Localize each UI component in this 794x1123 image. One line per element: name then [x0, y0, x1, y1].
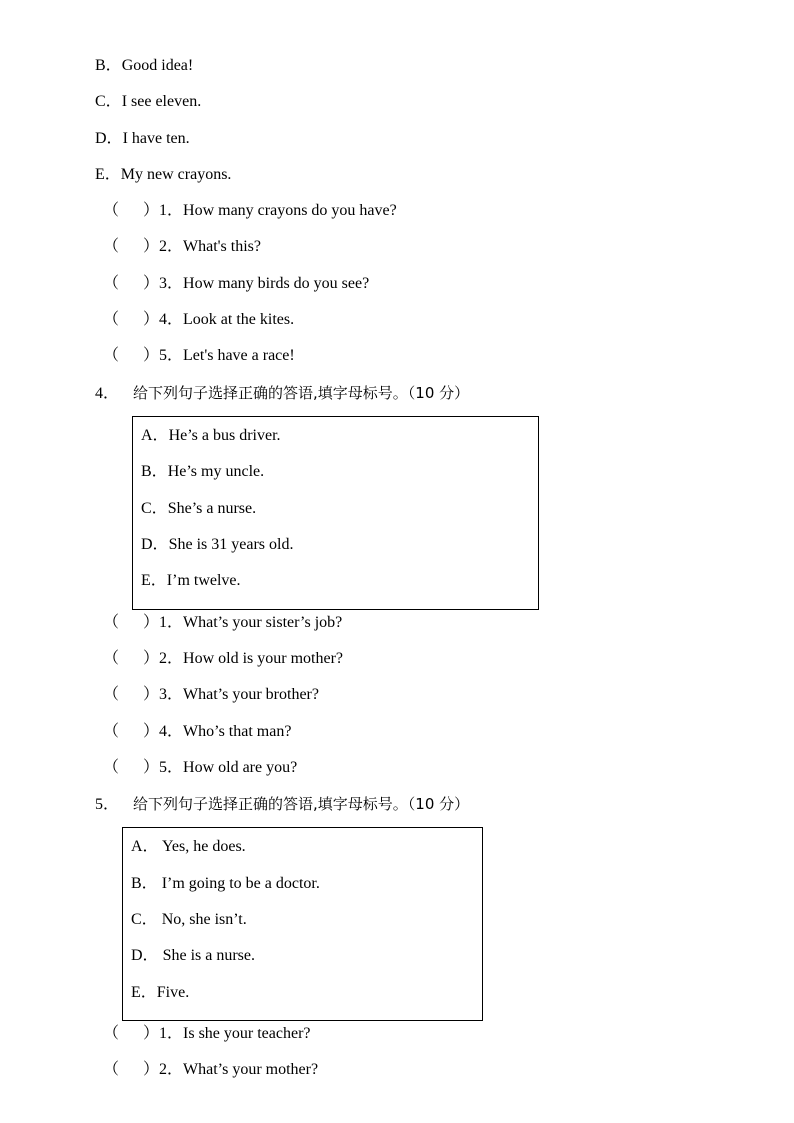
option-d — [141, 535, 293, 555]
question-number: 5． — [159, 759, 184, 776]
answer-blank-open[interactable]: （ — [103, 238, 120, 255]
answer-blank-open[interactable]: （ — [103, 614, 120, 631]
answer-blank-open[interactable]: （ — [103, 650, 120, 667]
option-letter: B． — [131, 875, 158, 892]
option-text: He’s my uncle. — [167, 463, 265, 480]
question-text: Who’s that man? — [183, 723, 292, 740]
question-row — [103, 346, 295, 366]
option-b — [141, 462, 264, 482]
option-letter: E． — [95, 166, 121, 183]
option-text: She is a nurse. — [158, 947, 255, 964]
option-letter: C． — [95, 93, 122, 110]
question-text: What's this? — [183, 238, 261, 255]
answer-blank-close: ） — [143, 723, 160, 740]
option-letter: D． — [131, 947, 159, 964]
answer-blank-close: ） — [143, 347, 160, 364]
answer-blank-close: ） — [143, 1025, 160, 1042]
option-c — [141, 499, 256, 519]
answer-blank-close: ） — [143, 759, 160, 776]
option-letter: E． — [141, 572, 167, 589]
answer-blank-open[interactable]: （ — [103, 275, 120, 292]
answer-blank-open[interactable]: （ — [103, 723, 120, 740]
answer-blank-open[interactable]: （ — [103, 1061, 120, 1078]
answer-blank-open[interactable]: （ — [103, 347, 120, 364]
option-a — [141, 426, 281, 446]
option-letter: B． — [141, 463, 168, 480]
option-d — [95, 129, 190, 149]
section-instruction: 给下列句子选择正确的答语,填字母标号。（10 分） — [133, 384, 470, 402]
question-number: 3． — [159, 275, 184, 292]
question-text: What’s your brother? — [183, 686, 319, 703]
answer-blank-close: ） — [143, 311, 160, 328]
option-b — [95, 56, 193, 76]
question-number: 1． — [159, 614, 184, 631]
section-number: 4． — [95, 385, 120, 402]
question-row — [103, 237, 261, 257]
question-text: What’s your sister’s job? — [183, 614, 343, 631]
option-letter: C． — [141, 500, 168, 517]
section-number: 5． — [95, 796, 120, 813]
answer-blank-close: ） — [143, 275, 160, 292]
question-number: 5． — [159, 347, 184, 364]
question-row — [103, 613, 342, 633]
option-letter: B． — [95, 57, 122, 74]
question-text: How many birds do you see? — [183, 275, 370, 292]
option-d — [131, 946, 255, 966]
answer-blank-close: ） — [143, 686, 160, 703]
option-c — [95, 92, 201, 112]
question-number: 1． — [159, 202, 184, 219]
question-row — [103, 649, 343, 669]
option-text: My new crayons. — [120, 166, 232, 183]
question-text: How old is your mother? — [183, 650, 343, 667]
option-text: Five. — [156, 984, 190, 1001]
option-text: I’m twelve. — [166, 572, 241, 589]
answer-options-box — [132, 416, 539, 610]
question-row — [103, 310, 294, 330]
option-letter: D． — [95, 130, 123, 147]
option-e — [95, 165, 231, 185]
option-e — [131, 983, 189, 1003]
answer-blank-open[interactable]: （ — [103, 1025, 120, 1042]
question-row — [103, 1060, 318, 1080]
question-row — [103, 685, 319, 705]
answer-blank-close: ） — [143, 238, 160, 255]
question-number: 4． — [159, 311, 184, 328]
option-letter: E． — [131, 984, 157, 1001]
question-text: Let's have a race! — [183, 347, 295, 364]
answer-blank-close: ） — [143, 614, 160, 631]
question-text: What’s your mother? — [183, 1061, 319, 1078]
option-a — [131, 837, 246, 857]
option-letter: D． — [141, 536, 169, 553]
option-letter: A． — [141, 427, 169, 444]
question-text: Is she your teacher? — [183, 1025, 311, 1042]
option-text: I have ten. — [122, 130, 190, 147]
question-text: Look at the kites. — [183, 311, 295, 328]
answer-blank-open[interactable]: （ — [103, 686, 120, 703]
answer-blank-close: ） — [143, 1061, 160, 1078]
answer-blank-open[interactable]: （ — [103, 311, 120, 328]
answer-blank-close: ） — [143, 650, 160, 667]
option-e — [141, 571, 241, 591]
option-b — [131, 874, 320, 894]
answer-blank-open[interactable]: （ — [103, 202, 120, 219]
option-text: Yes, he does. — [158, 838, 246, 855]
answer-blank-open[interactable]: （ — [103, 759, 120, 776]
question-number: 2． — [159, 238, 184, 255]
question-row — [103, 201, 397, 221]
section-5-heading — [95, 794, 469, 815]
option-letter: C． — [131, 911, 158, 928]
question-row — [103, 274, 369, 294]
option-text: She is 31 years old. — [168, 536, 294, 553]
section-instruction: 给下列句子选择正确的答语,填字母标号。（10 分） — [133, 795, 470, 813]
option-text: No, she isn’t. — [157, 911, 247, 928]
question-text: How many crayons do you have? — [183, 202, 397, 219]
answer-options-box — [122, 827, 483, 1021]
question-row — [103, 722, 291, 742]
option-text: She’s a nurse. — [167, 500, 257, 517]
question-number: 2． — [159, 1061, 184, 1078]
question-number: 1． — [159, 1025, 184, 1042]
option-text: He’s a bus driver. — [168, 427, 281, 444]
section-4-heading — [95, 383, 469, 404]
question-row — [103, 1024, 311, 1044]
answer-blank-close: ） — [143, 202, 160, 219]
question-number: 4． — [159, 723, 184, 740]
question-text: How old are you? — [183, 759, 298, 776]
question-number: 2． — [159, 650, 184, 667]
question-row — [103, 758, 297, 778]
option-c — [131, 910, 247, 930]
option-text: Good idea! — [121, 57, 194, 74]
option-text: I see eleven. — [121, 93, 202, 110]
question-number: 3． — [159, 686, 184, 703]
option-text: I’m going to be a doctor. — [157, 875, 320, 892]
option-letter: A． — [131, 838, 159, 855]
